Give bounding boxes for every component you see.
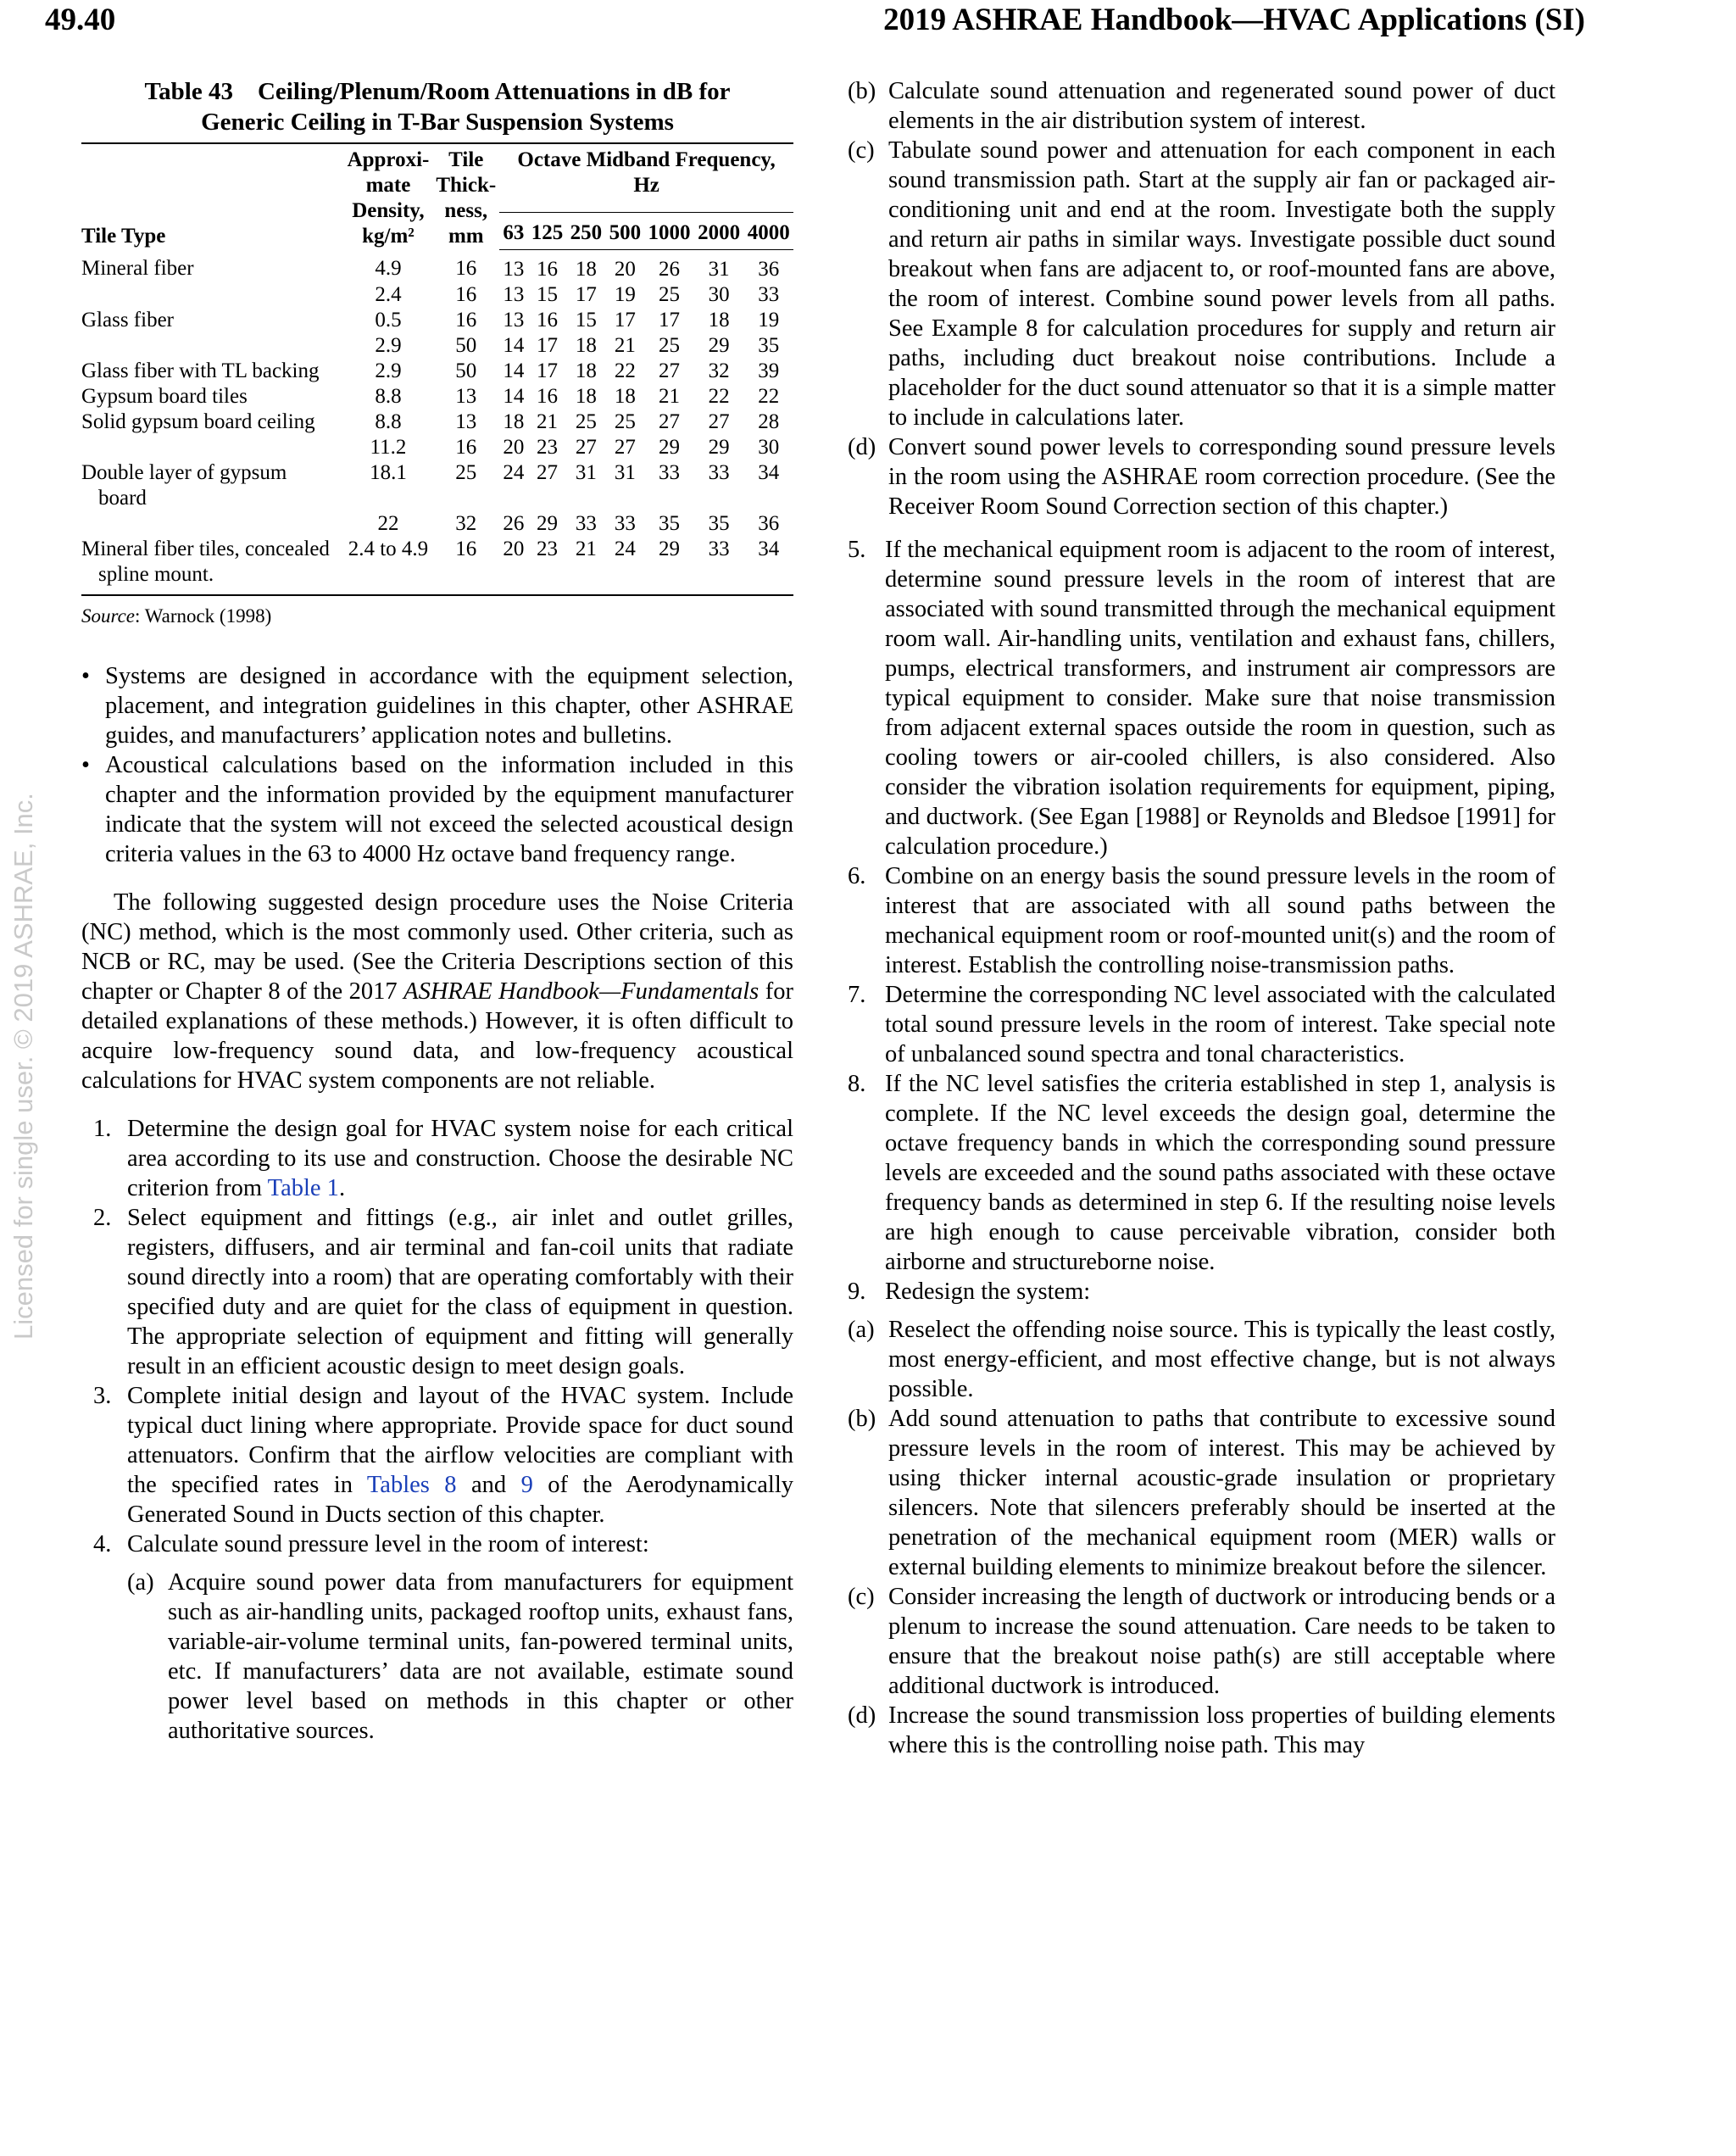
- step-number: 8.: [848, 1071, 866, 1097]
- substep-text: Calculate sound attenuation and regenerated sound power of duct elements in the air distribution system of interest.: [888, 78, 1555, 134]
- table-title-line2: Generic Ceiling in T-Bar Suspension Systems: [201, 109, 674, 136]
- table-row: [81, 511, 793, 537]
- cell-attenuation: 14: [503, 359, 525, 382]
- step-text: If the mechanical equipment room is adjacent to the room of interest, determine sound pressure levels in the room of interest that are associated with sound transmitted through the mechanical equipment room wall. Air-handling units, ventilation and exhaust fans, chillers, pumps, electrical transformers, and instrument air compressors are typical equipment to consider. Make sure that noise transmission from adjacent external spaces outside the room in question, such as cooling towers or air-cooled chillers, is also considered. Also consider the vibration isolation requirements for equipment, piping, and ductwork. (See Egan [1988] or Reynolds and Bledsoe [1991] for calculation procedure.): [885, 537, 1555, 860]
- cell-attenuation: 23: [536, 435, 558, 459]
- cell-attenuation: 17: [575, 282, 597, 306]
- cell-attenuation: 36: [758, 511, 780, 535]
- step-4: [81, 1529, 793, 1746]
- cell-density: 22: [377, 511, 399, 535]
- header-frequency: 125: [528, 212, 567, 249]
- cell-attenuation: 30: [708, 282, 730, 306]
- header-density: Approxi- mate Density, kg/m²: [344, 143, 433, 249]
- step-2: [81, 1203, 793, 1381]
- step-4c: [848, 136, 1555, 432]
- cell-attenuation: 27: [659, 359, 681, 382]
- cell-density: 8.8: [375, 409, 402, 433]
- step-text: Determine the design goal for HVAC system noise for each critical area according to its use and construction. Choose the desirable NC criterion from: [127, 1115, 793, 1201]
- cell-density: 2.9: [375, 333, 402, 357]
- cell-thickness: 16: [432, 537, 499, 595]
- table-1-link[interactable]: Table 1: [267, 1174, 339, 1201]
- cell-attenuation: 29: [708, 333, 730, 357]
- cell-thickness: 16: [455, 257, 477, 280]
- cell-attenuation: 18: [708, 308, 730, 331]
- step-number: 5.: [848, 537, 866, 563]
- page-number: 49.40: [45, 3, 116, 37]
- cell-density: 11.2: [370, 435, 407, 459]
- cell-attenuation: 15: [536, 282, 558, 306]
- cell-attenuation: 18: [575, 359, 597, 382]
- left-column: [81, 76, 793, 1749]
- cell-attenuation: 20: [499, 537, 527, 595]
- cell-attenuation: 13: [503, 257, 525, 281]
- source-text: : Warnock (1998): [135, 604, 272, 627]
- step-text: If the NC level satisfies the criteria established in step 1, analysis is complete. If the NC level exceeds the design goal, determine the octave frequency bands in which the corresponding sound pressure levels are exceeded and the sound paths associated with these octave frequency bands as determined in step 6. If the resulting noise levels are high enough to cause perceivable vibration, consider both airborne and structureborne noise.: [885, 1071, 1555, 1275]
- table-row: [81, 333, 793, 359]
- cell-attenuation: 17: [614, 308, 636, 331]
- cell-attenuation: 19: [758, 308, 780, 331]
- step-text: Calculate sound pressure level in the room of interest:: [127, 1530, 649, 1557]
- cell-attenuation: 17: [536, 333, 558, 357]
- table-row: [81, 384, 793, 409]
- cell-attenuation: 35: [659, 511, 681, 535]
- substep-letter: (d): [848, 434, 876, 460]
- cell-density: 2.9: [375, 359, 402, 382]
- cell-attenuation: 29: [536, 511, 558, 535]
- cell-attenuation: 21: [614, 333, 636, 357]
- step-text: and: [456, 1471, 521, 1498]
- step-6: [848, 861, 1555, 980]
- cell-tile-type: [81, 537, 344, 595]
- step-8: [848, 1069, 1555, 1277]
- cell-attenuation: 27: [575, 435, 597, 459]
- cell-attenuation: 21: [659, 384, 681, 408]
- step-9: [848, 1277, 1555, 1760]
- table-row: [81, 308, 793, 333]
- cell-attenuation: 27: [659, 409, 681, 433]
- cell-attenuation: 16: [536, 257, 558, 281]
- substep-letter: (b): [848, 78, 876, 104]
- substep-text: Tabulate sound power and attenuation for each component in each sound transmission path. Start at the supply air fan or packaged air-conditioning unit and end at the room. Investigate both the supply and return air paths in similar ways. Investigate possible duct sound breakout when fans are adjacent to, or roof-mounted fans are above, the room of interest. Combine sound power levels from all paths. See Example 8 for calculation procedures for supply and return air paths, including duct breakout noise contributions. Include a placeholder for the duct sound attenuator so that it is a simple matter to include in calculations later.: [888, 137, 1555, 431]
- table-row: [81, 537, 793, 595]
- cell-attenuation: 18: [575, 257, 597, 281]
- right-column: [848, 76, 1555, 1763]
- cell-thickness: 16: [455, 435, 477, 459]
- cell-density: 18.1: [370, 460, 407, 484]
- step-text: Combine on an energy basis the sound pressure levels in the room of interest that are associated with all sound paths between the mechanical equipment room or roof-mounted unit(s) and the room of interest. Establish the controlling noise-transmission paths.: [885, 863, 1555, 978]
- cell-thickness: 13: [455, 409, 477, 433]
- cell-attenuation: 25: [659, 333, 681, 357]
- procedure-steps-continued: [848, 535, 1555, 1760]
- bullet-item: • Systems are designed in accordance with the equipment selection, placement, and integration guidelines in this chapter, other ASHRAE guides, and manufacturers’ application notes and bulletins.: [81, 661, 793, 750]
- step-text: of the Aerodynamically Generated Sound in Ducts section of this chapter.: [127, 1471, 793, 1528]
- cell-attenuation: 18: [575, 333, 597, 357]
- step-4-substeps-continued: [848, 76, 1555, 521]
- header-tile-type: Tile Type: [81, 143, 344, 249]
- step-4b: [848, 76, 1555, 136]
- tile-type-name: Mineral fiber tiles, concealed spline mount.: [81, 537, 330, 586]
- step-text: Redesign the system:: [885, 1279, 1091, 1305]
- cell-attenuation: 33: [614, 511, 636, 535]
- cell-attenuation: 20: [614, 257, 636, 281]
- cell-attenuation: 33: [575, 511, 597, 535]
- step-9a: [848, 1315, 1555, 1404]
- cell-attenuation: 30: [758, 435, 780, 459]
- cell-attenuation: 23: [528, 537, 567, 595]
- table-row: [81, 435, 793, 460]
- procedure-steps: [81, 1114, 793, 1746]
- substep-text: Add sound attenuation to paths that contribute to excessive sound pressure levels in the room of interest. This may be achieved by using thicker internal acoustic-grade insulation or proprietary silencers. Note that silencers preferably should be inserted at the penetration of the mechanical equipment room (MER) walls or external building elements to minimize breakout before the silencer.: [888, 1406, 1555, 1580]
- cell-attenuation: 21: [536, 409, 558, 433]
- cell-attenuation: 20: [503, 435, 525, 459]
- table-row: [81, 282, 793, 308]
- cell-density: 8.8: [375, 384, 402, 408]
- header-frequency: 2000: [694, 212, 744, 249]
- source-label: Source: [81, 604, 136, 627]
- substep-text: Acquire sound power data from manufacturers for equipment such as air-handling units, packaged rooftop units, exhaust fans, variable-air-volume terminal units, fan-powered terminal units, etc. If manufacturers’ data are not available, estimate sound power level based on methods in this chapter or other authoritative sources.: [168, 1568, 793, 1744]
- cell-attenuation: 34: [758, 460, 780, 484]
- cell-attenuation: 22: [614, 359, 636, 382]
- table-row: [81, 409, 793, 435]
- step-5: [848, 535, 1555, 861]
- cell-attenuation: 22: [758, 384, 780, 408]
- procedure-intro: [81, 888, 793, 1095]
- cell-attenuation: 19: [614, 282, 636, 306]
- cell-thickness: 16: [455, 282, 477, 306]
- header-frequency: 500: [605, 212, 644, 249]
- bullet-list: [81, 661, 793, 869]
- cell-attenuation: 33: [659, 460, 681, 484]
- cell-tile-type: [81, 435, 344, 460]
- step-text: Select equipment and fittings (e.g., air inlet and outlet grilles, registers, diffusers, and air terminal and fan-coil units that radiate sound directly into a room) that are operating comfortably with their specified duty and are quiet for the class of equipment in question. The appropriate selection of equipment and fitting will generally result in an efficient acoustic design to meet design goals.: [127, 1204, 793, 1379]
- cell-tile-type: [81, 384, 344, 409]
- step-7: [848, 980, 1555, 1069]
- cell-attenuation: 16: [536, 308, 558, 331]
- cell-tile-type: [81, 409, 344, 435]
- cell-tile-type: [81, 282, 344, 308]
- cell-tile-type: [81, 511, 344, 537]
- cell-attenuation: 13: [503, 308, 525, 331]
- step-9c: [848, 1582, 1555, 1701]
- bullet-item: • Acoustical calculations based on the information included in this chapter and the information provided by the equipment manufacturer indicate that the system will not exceed the selected acoustical design criteria values in the 63 to 4000 Hz octave band frequency range.: [81, 750, 793, 869]
- substep-letter: (d): [848, 1702, 876, 1729]
- cell-attenuation: 29: [644, 537, 694, 595]
- cell-attenuation: 36: [758, 257, 780, 281]
- tile-type-name: Solid gypsum board ceiling: [81, 409, 315, 433]
- table-row: [81, 249, 793, 282]
- book-title: 2019 ASHRAE Handbook—HVAC Applications (SI): [883, 3, 1585, 37]
- cell-attenuation: 26: [659, 257, 681, 281]
- substep-text: Convert sound power levels to corresponding sound pressure levels in the room using the ASHRAE room correction procedure. (See the Receiver Room Sound Correction section of this chapter.): [888, 434, 1555, 520]
- cell-attenuation: 14: [503, 384, 525, 408]
- cell-attenuation: 33: [694, 537, 744, 595]
- cell-attenuation: 26: [503, 511, 525, 535]
- step-1: [81, 1114, 793, 1203]
- cell-attenuation: 18: [503, 409, 525, 433]
- substep-letter: (c): [848, 137, 875, 164]
- header-frequency: 250: [566, 212, 605, 249]
- cell-attenuation: 24: [605, 537, 644, 595]
- cell-attenuation: 25: [614, 409, 636, 433]
- cell-attenuation: 22: [708, 384, 730, 408]
- cell-thickness: 25: [455, 460, 477, 484]
- step-3: [81, 1381, 793, 1529]
- cell-attenuation: 25: [575, 409, 597, 433]
- cell-attenuation: 13: [503, 282, 525, 306]
- cell-attenuation: 29: [708, 435, 730, 459]
- step-4d: [848, 432, 1555, 521]
- cell-density: 0.5: [375, 308, 402, 331]
- substep-letter: (b): [848, 1406, 876, 1432]
- step-text: Complete initial design and layout of the HVAC system. Include typical duct lining where appropriate. Provide space for duct sound attenuators. Confirm that the airflow velocities are compliant with the specified rates in: [127, 1382, 793, 1498]
- step-9b: [848, 1404, 1555, 1582]
- cell-attenuation: 14: [503, 333, 525, 357]
- cell-attenuation: 27: [614, 435, 636, 459]
- cell-attenuation: 32: [708, 359, 730, 382]
- tile-type-name: Glass fiber: [81, 308, 174, 331]
- cell-attenuation: 27: [536, 460, 558, 484]
- cell-attenuation: 35: [758, 333, 780, 357]
- cell-tile-type: [81, 249, 344, 282]
- cell-density: 2.4: [375, 282, 402, 306]
- tile-type-name: Double layer of gypsum board: [81, 460, 287, 510]
- cell-attenuation: 18: [575, 384, 597, 408]
- cell-attenuation: 21: [566, 537, 605, 595]
- cell-attenuation: 18: [614, 384, 636, 408]
- header-frequency: 1000: [644, 212, 694, 249]
- cell-attenuation: 15: [575, 308, 597, 331]
- step-number: 4.: [93, 1530, 112, 1557]
- cell-density: 2.4 to 4.9: [344, 537, 433, 595]
- cell-attenuation: 28: [758, 409, 780, 433]
- substep-letter: (c): [848, 1584, 875, 1610]
- step-9-substeps: [848, 1315, 1555, 1760]
- header-frequency: 63: [499, 212, 527, 249]
- cell-attenuation: 39: [758, 359, 780, 382]
- tile-type-name: Gypsum board tiles: [81, 384, 248, 408]
- cell-attenuation: 31: [575, 460, 597, 484]
- cell-attenuation: 33: [758, 282, 780, 306]
- cell-attenuation: 29: [659, 435, 681, 459]
- intro-italic: ASHRAE Handbook—Fundamentals: [403, 978, 760, 1005]
- header-thickness: Tile Thick- ness, mm: [432, 143, 499, 249]
- step-9d: [848, 1701, 1555, 1760]
- cell-thickness: 32: [455, 511, 477, 535]
- step-number: 7.: [848, 982, 866, 1008]
- step-4a: [127, 1568, 793, 1746]
- table-title-line1: Table 43 Ceiling/Plenum/Room Attenuations in dB for: [144, 78, 731, 105]
- step-text: Determine the corresponding NC level associated with the calculated total sound pressure levels in the room of interest. Take special note of unbalanced sound spectra and tonal characteristics.: [885, 982, 1555, 1067]
- cell-attenuation: 27: [708, 409, 730, 433]
- cell-attenuation: 25: [659, 282, 681, 306]
- substep-letter: (a): [848, 1317, 875, 1343]
- tile-type-name: Mineral fiber: [81, 257, 194, 280]
- cell-thickness: 50: [455, 359, 477, 382]
- tile-type-name: Glass fiber with TL backing: [81, 359, 320, 382]
- header-octave-group: Octave Midband Frequency, Hz: [499, 143, 793, 212]
- substep-letter: (a): [127, 1568, 154, 1596]
- table-9-link[interactable]: 9: [520, 1471, 533, 1498]
- step-number: 2.: [93, 1204, 112, 1231]
- license-watermark: Licensed for single user. © 2019 ASHRAE, Inc.: [8, 793, 38, 1340]
- cell-density: 4.9: [375, 257, 402, 280]
- substep-text: Consider increasing the length of ductwork or introducing bends or a plenum to increase the sound attenuation. Care needs to be taken to ensure that the breakout noise path(s) are still acceptable where additional ductwork is introduced.: [888, 1584, 1555, 1699]
- table-source: [81, 601, 793, 631]
- cell-tile-type: [81, 460, 344, 511]
- step-number: 6.: [848, 863, 866, 889]
- substep-text: Reselect the offending noise source. This is typically the least costly, most energy-efficient, and most effective change, but is not always possible.: [888, 1317, 1555, 1402]
- cell-thickness: 50: [455, 333, 477, 357]
- cell-attenuation: 35: [708, 511, 730, 535]
- table-title: [81, 76, 793, 137]
- step-number: 1.: [93, 1115, 112, 1142]
- attenuation-table: [81, 142, 793, 596]
- intro-text-b: for detailed explanations of these methods.) However, it is often difficult to acquire low-frequency sound data, and low-frequency acoustical calculations for HVAC system components are not reliable.: [81, 978, 794, 1094]
- tables-8-link[interactable]: Tables 8: [366, 1471, 457, 1498]
- cell-attenuation: 34: [743, 537, 793, 595]
- substep-text: Increase the sound transmission loss properties of building elements where this is the controlling noise path. This may: [888, 1702, 1555, 1758]
- step-4-substeps: [127, 1568, 793, 1746]
- cell-tile-type: [81, 308, 344, 333]
- cell-attenuation: 17: [536, 359, 558, 382]
- cell-attenuation: 31: [614, 460, 636, 484]
- table-row: [81, 460, 793, 511]
- cell-thickness: 16: [455, 308, 477, 331]
- cell-attenuation: 31: [708, 257, 730, 281]
- cell-attenuation: 24: [503, 460, 525, 484]
- table-row: [81, 359, 793, 384]
- header-frequency: 4000: [743, 212, 793, 249]
- step-number: 3.: [93, 1382, 112, 1409]
- cell-attenuation: 17: [659, 308, 681, 331]
- step-number: 9.: [848, 1279, 866, 1305]
- cell-thickness: 13: [455, 384, 477, 408]
- cell-attenuation: 33: [708, 460, 730, 484]
- step-text: .: [338, 1174, 346, 1201]
- cell-tile-type: [81, 333, 344, 359]
- cell-attenuation: 16: [536, 384, 558, 408]
- cell-tile-type: [81, 359, 344, 384]
- intro-text-a: The following suggested design procedure uses the Noise Criteria (NC) method, which is the most commonly used. Other criteria, such as NCB or RC, may be used. (See the Criteria Descriptions section of this chapter or Chapter 8 of the 2017: [81, 889, 793, 1005]
